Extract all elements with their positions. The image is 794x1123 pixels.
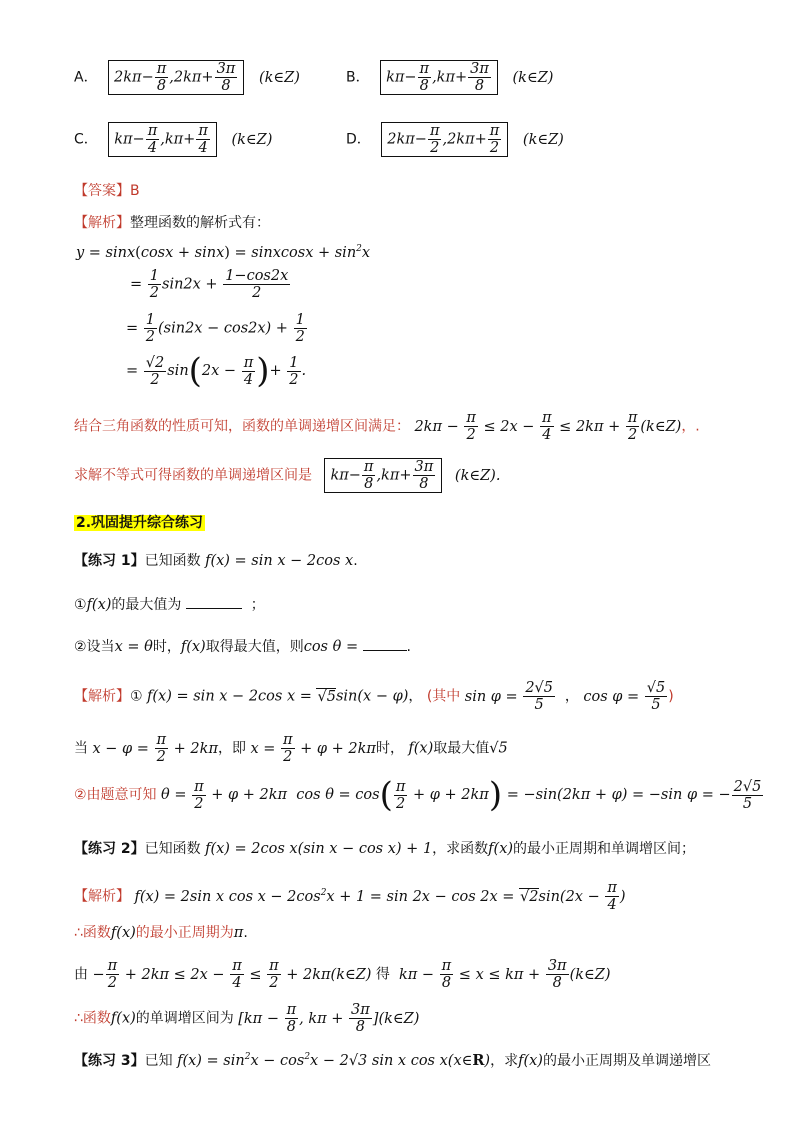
answer-line: [74, 180, 140, 200]
exercise-2-inequality: 由 − $\frac{\pi}{2}$ + 2kπ ≤ 2x − $\frac{\pi}{4}$ ≤ $\frac{\pi}{2}$ + 2kπ(k∈Z) 得 kπ − $\frac{\pi}{8}$ ≤ x ≤ kπ + $\frac{3\pi}{8}$ (k∈Z): [74, 958, 611, 991]
option-c-label: C．: [74, 131, 98, 148]
option-c: C． kπ− $\frac{\pi}{4}$ ,kπ+ $\frac{\pi}{4}$ (k∈Z): [74, 123, 273, 156]
option-a-label: A．: [74, 69, 98, 86]
section-heading: [74, 512, 205, 532]
option-d-interval: 2kπ− $\frac{\pi}{2}$ ,2kπ+ $\frac{\pi}{2}$: [381, 122, 508, 157]
exercise-2-solution: 【解析】 f(x) = 2sin x $\cos x - 2\cos^2x + 1 = \sin 2x - \cos 2x = √2\sin(2x$ − $\frac{\pi}{4}$ ): [74, 880, 626, 913]
exercise-3: 【练习 3】已知 $f(x) = \sin^2x - \cos^2x - 2√3$ sin x cos x(x∈R)，求f(x)的最小正周期及单调递增区: [74, 1052, 711, 1069]
option-b: B． kπ− $\frac{\pi}{8}$ ,kπ+ $\frac{3\pi}{8}$ (k∈Z): [346, 61, 554, 94]
derivation-line-2: = $\frac{1}{2}$ sin2x + $\frac{1-\cos 2x}{2}$: [130, 268, 289, 301]
exercise-1-tag: 【练习 1】: [74, 553, 145, 569]
exercise-1-part2: ②由题意可知 θ = $\frac{\pi}{2}$ + φ + 2kπ cos θ = cos( $\frac{\pi}{2}$ + φ + 2kπ) = −sin(2kπ + φ) = −sin φ = − $\frac{2√5}{5}$: [74, 775, 762, 815]
option-b-label: B．: [346, 69, 370, 86]
option-b-interval: kπ− $\frac{\pi}{8}$ ,kπ+ $\frac{3\pi}{8}$: [380, 60, 498, 95]
exercise-2-tag: 【练习 2】: [74, 841, 145, 857]
analysis-conclusion: 结合三角函数的性质可知，函数的单调递增区间满足： 2kπ − $\frac{\pi}{2}$ ≤ 2x − $\frac{\pi}{4}$ ≤ 2kπ + $\frac{\pi}{2}$ (k∈Z)，.: [74, 410, 700, 443]
derivation-line-1: y = sinx(cosx + sinx) = sinxcosx + $\sin^2x$: [76, 244, 371, 261]
section-title: 2.巩固提升综合练习: [76, 515, 204, 531]
option-d: D． 2kπ− $\frac{\pi}{2}$ ,2kπ+ $\frac{\pi}{2}$ (k∈Z): [346, 123, 564, 156]
analysis-intro: 【解析】整理函数的解析式有：: [74, 215, 270, 231]
option-a: A． 2kπ− $\frac{\pi}{8}$ ,2kπ+ $\frac{3\pi}{8}$ (k∈Z): [74, 61, 300, 94]
analysis-tag: 【解析】: [74, 215, 130, 231]
option-c-interval: kπ− $\frac{\pi}{4}$ ,kπ+ $\frac{\pi}{4}$: [108, 122, 217, 157]
exercise-1-solution: 【解析】① f(x) = sin x − 2cos x = √5sin(x − φ)， (其中 sin φ = $\frac{2√5}{5}$ ， cos φ = $\frac{√5}{5}$ ): [74, 680, 674, 713]
exercise-2-period: ∴函数f(x)的最小正周期为π.: [74, 925, 248, 941]
exercise-2-increasing: ∴函数f(x)的单调增区间为 [kπ − $\frac{\pi}{8}$ , kπ + $\frac{3\pi}{8}$ ](k∈Z): [74, 1002, 420, 1035]
exercise-1-q2: ②设当x = θ时，f(x)取得最大值，则cos θ = .: [74, 639, 411, 655]
exercise-1-q1: ①f(x)的最大值为 ；: [74, 597, 265, 613]
exercise-2: 【练习 2】已知函数 f(x) = 2cos x(sin x − cos x) + 1，求函数f(x)的最小正周期和单调增区间；: [74, 841, 696, 857]
exercise-3-tag: 【练习 3】: [74, 1053, 145, 1069]
option-d-label: D．: [346, 131, 371, 148]
derivation-line-4: = $\frac{√2}{2}$ sin(2x − $\frac{\pi}{4}$ )+ $\frac{1}{2}$ .: [126, 351, 307, 391]
answer-value: B: [130, 183, 140, 199]
option-a-interval: 2kπ− $\frac{\pi}{8}$ ,2kπ+ $\frac{3\pi}{8}$: [108, 60, 244, 95]
answer-blank-1[interactable]: [186, 608, 242, 609]
derivation-line-3: = $\frac{1}{2}$ (sin2x − cos2x) + $\frac{1}{2}$: [126, 312, 305, 345]
exercise-1: 【练习 1】已知函数 f(x) = sin x − 2cos x.: [74, 553, 358, 569]
answer-tag: 【答案】: [74, 183, 130, 199]
exercise-1-max: 当 x − φ = $\frac{\pi}{2}$ + 2kπ，即 x = $\frac{\pi}{2}$ + φ + 2kπ时， f(x)取最大值√5: [74, 732, 508, 765]
analysis-solve: 求解不等式可得函数的单调递增区间是 kπ− $\frac{\pi}{8}$ ,kπ+ $\frac{3\pi}{8}$ (k∈Z).: [74, 459, 501, 492]
answer-blank-2[interactable]: [363, 650, 407, 651]
